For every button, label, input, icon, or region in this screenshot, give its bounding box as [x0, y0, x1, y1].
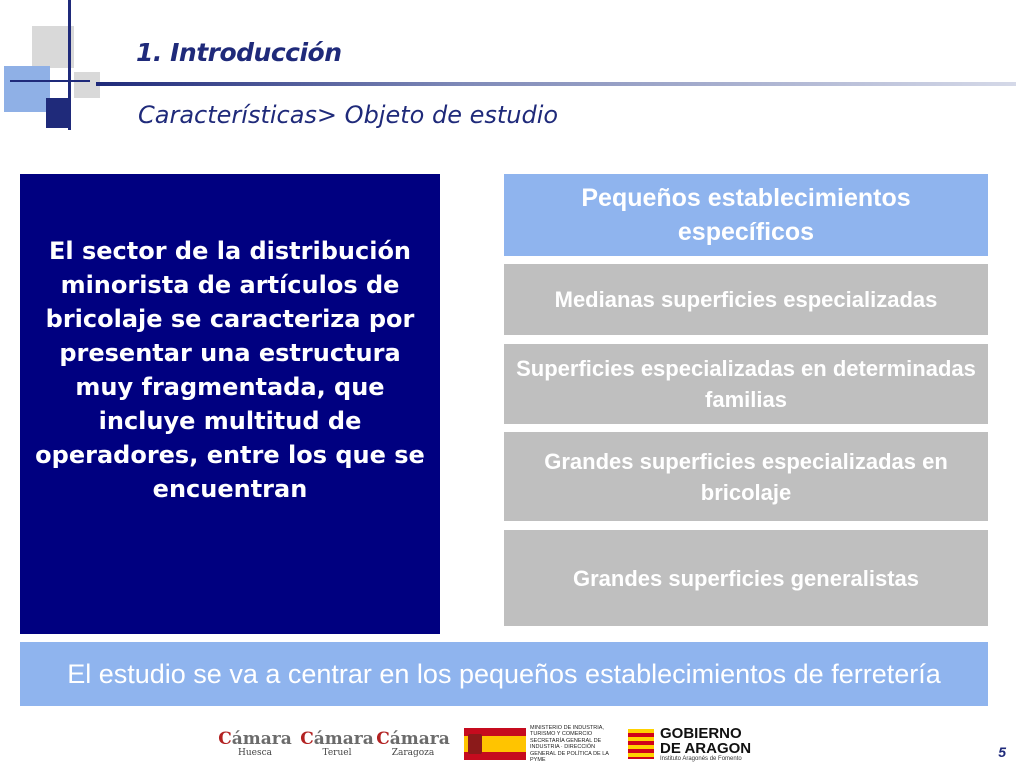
aragon-flag-icon — [628, 729, 654, 759]
logo-sub: Teruel — [322, 748, 352, 758]
aragon-line1: GOBIERNO — [660, 725, 742, 742]
conclusion-text: El estudio se va a centrar en los pequeños establecimientos de ferretería — [67, 658, 941, 689]
camara-teruel-logo — [300, 726, 374, 762]
category-box-small-establishments: Pequeños establecimientos específicos — [504, 174, 988, 256]
header-rule — [96, 82, 1016, 86]
aragon-subtitle: Instituto Aragonés de Fomento — [660, 756, 742, 762]
spain-flag-icon — [464, 728, 526, 760]
aragon-line2: DE ARAGON — [660, 740, 752, 757]
logo-word: Cámara — [218, 729, 292, 749]
aragon-text-block — [660, 726, 751, 762]
logo-word: Cámara — [376, 729, 450, 749]
decorative-line — [10, 80, 90, 82]
logo-sub: Zaragoza — [391, 748, 435, 758]
intro-box — [20, 174, 440, 634]
conclusion-bar — [20, 642, 988, 706]
category-box-large-generalist: Grandes superficies generalistas — [504, 530, 988, 626]
decorative-square — [46, 98, 70, 128]
ministerio-text-block — [530, 725, 610, 764]
camara-zaragoza-logo — [376, 726, 450, 762]
decorative-square — [4, 66, 50, 112]
camara-huesca-logo — [218, 726, 292, 762]
category-box-specialized-families: Superficies especializadas en determinadas familias — [504, 344, 988, 424]
category-box-large-diy: Grandes superficies especializadas en bricolaje — [504, 432, 988, 521]
slide-subtitle: Características> Objeto de estudio — [138, 101, 559, 129]
logo-word: Cámara — [300, 729, 374, 749]
decorative-line — [68, 0, 71, 130]
category-box-medium-specialized: Medianas superficies especializadas — [504, 264, 988, 335]
intro-text: El sector de la distribución minorista de artículos de bricolaje se caracteriza por presentar una estructura muy fragmentada, que incluye multitud de operadores, entre los que se encuentran — [35, 237, 425, 503]
gobierno-aragon-logo — [628, 726, 758, 762]
ministerio-text-secondary: SECRETARÍA GENERAL DE INDUSTRIA · DIRECCIÓN GENERAL DE POLÍTICA DE LA PYME — [530, 737, 609, 763]
page-number: 5 — [998, 744, 1006, 760]
slide-title: 1. Introducción — [136, 38, 342, 67]
logo-sub: Huesca — [238, 748, 272, 758]
ministerio-logo — [464, 726, 614, 762]
ministerio-text: MINISTERIO DE INDUSTRIA, TURISMO Y COMERCIO — [530, 724, 604, 737]
